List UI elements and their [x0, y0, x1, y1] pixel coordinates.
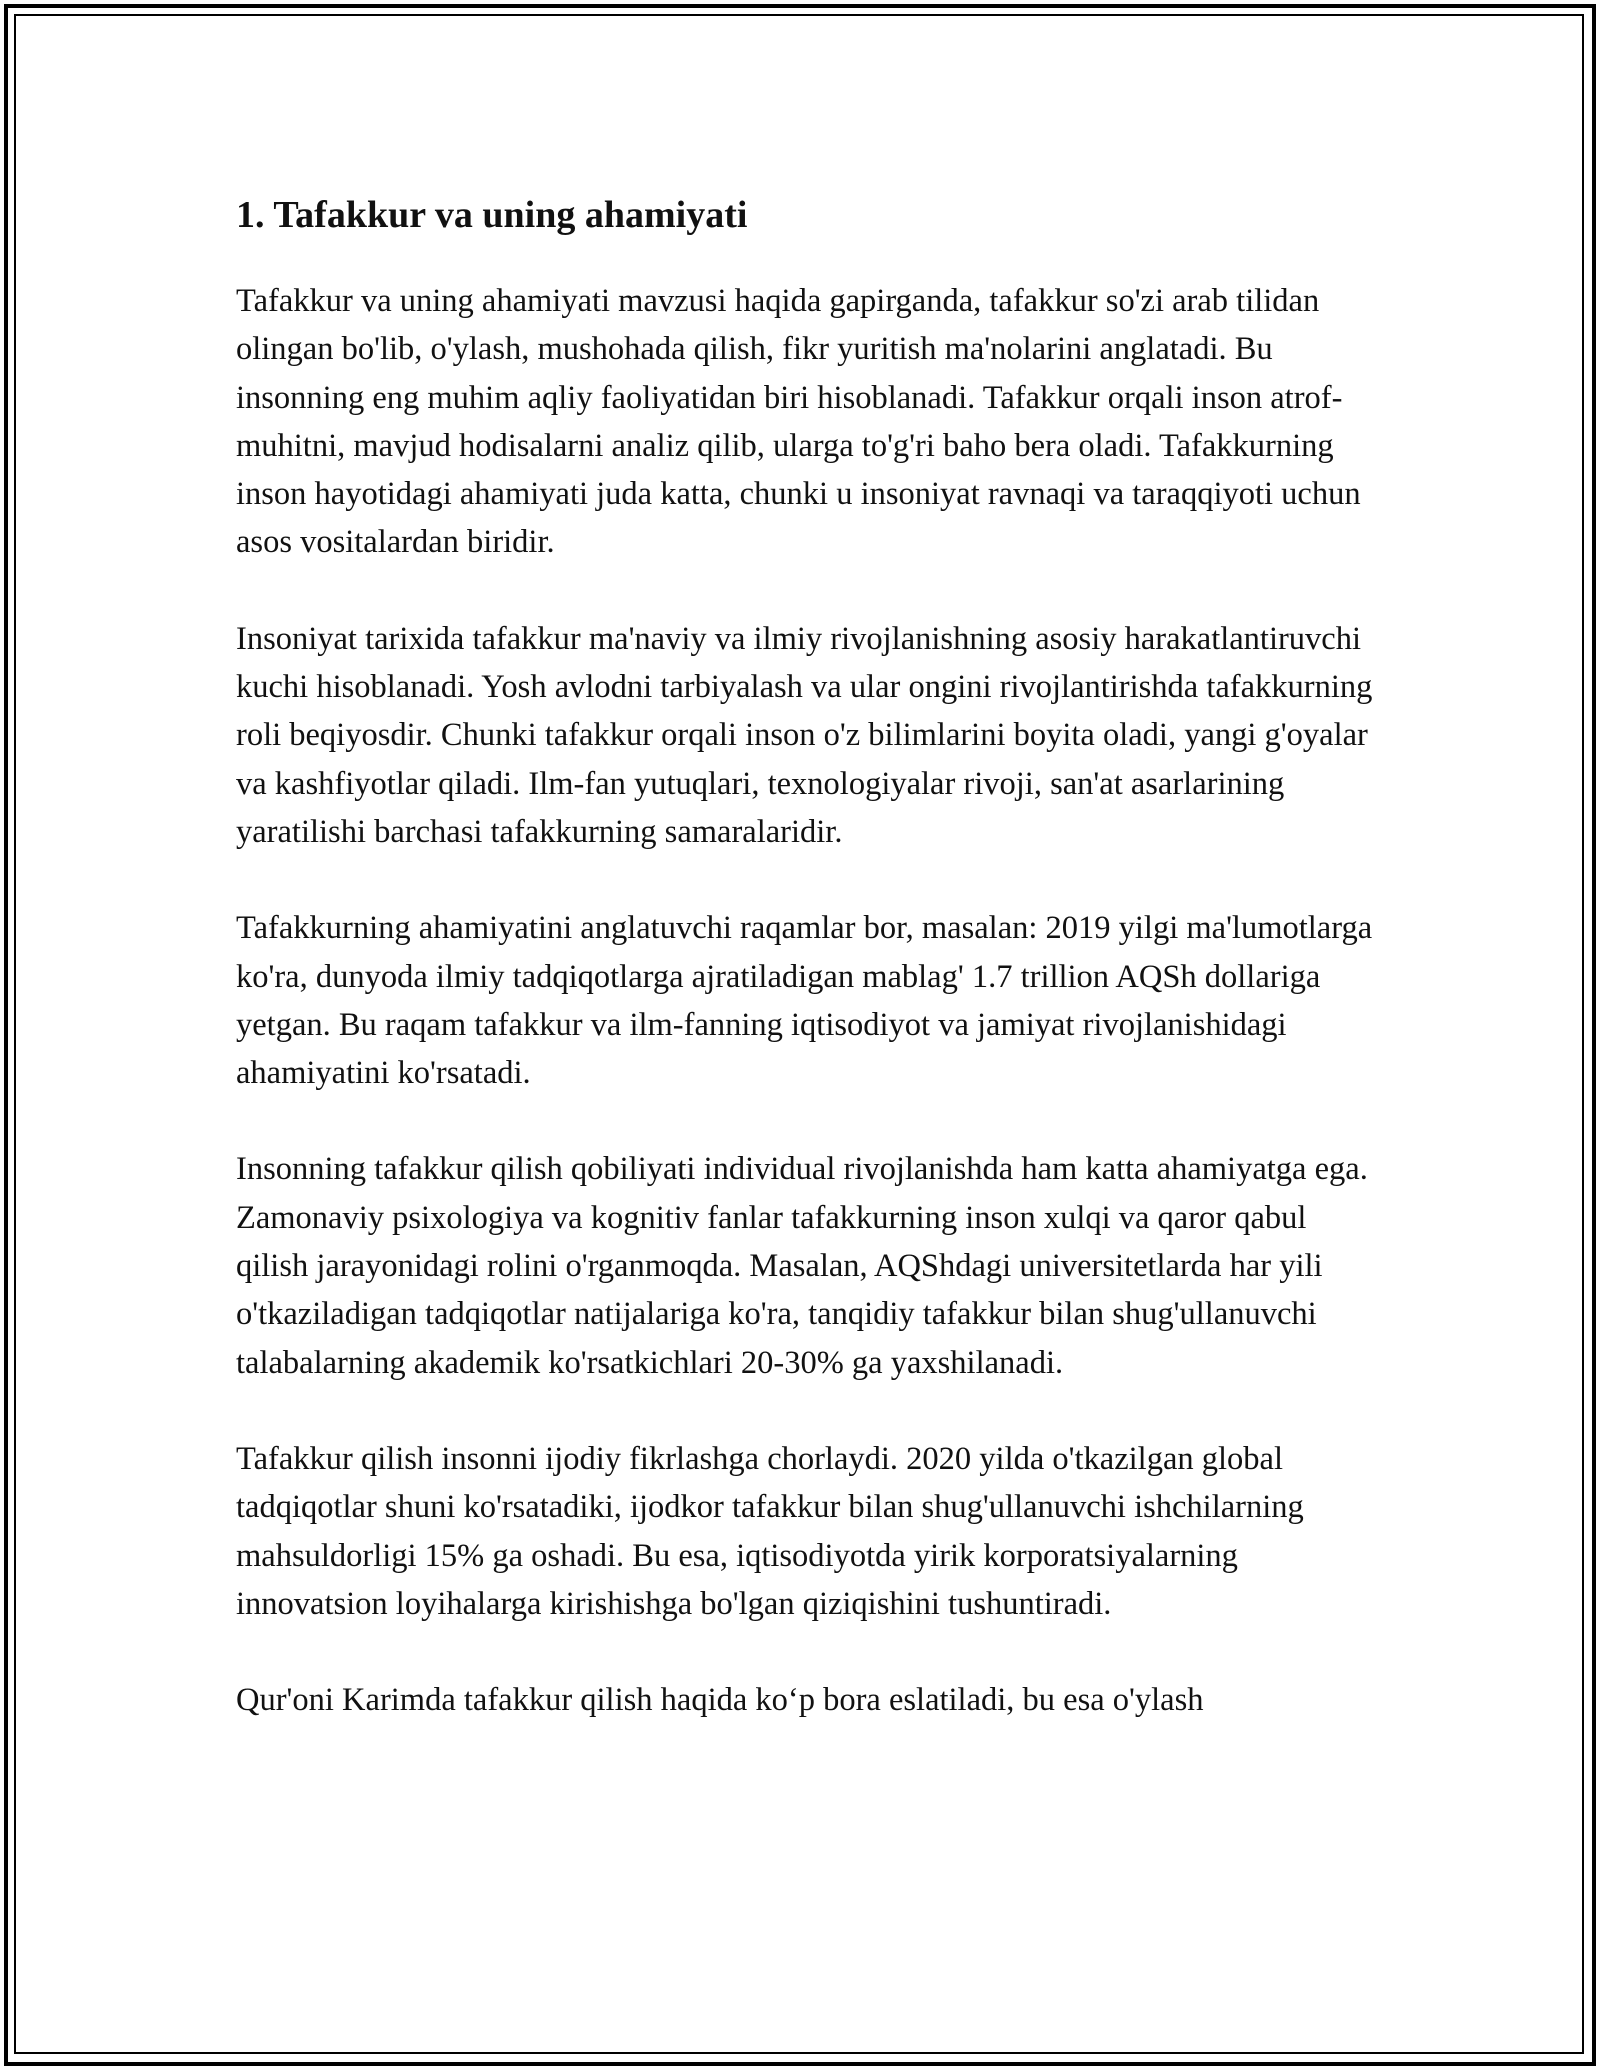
- document-body: [236, 185, 1376, 1772]
- paragraph-1: Tafakkur va uning ahamiyati mavzusi haqida gapirganda, tafakkur so'zi arab tilidan olingan bo'lib, o'ylash, mushohada qilish, fikr yuritish ma'nolarini anglatadi. Bu insonning eng muhim aqliy faoliyatidan biri hisoblanadi. Tafakkur orqali inson atrof-muhitni, mavjud hodisalarni analiz qilib, ularga to'g'ri baho bera oladi. Tafakkurning inson hayotidagi ahamiyati juda katta, chunki u insoniyat ravnaqi va taraqqiyoti uchun asos vositalardan biridir.: [236, 283, 1361, 561]
- paragraph-5: Tafakkur qilish insonni ijodiy fikrlashga chorlaydi. 2020 yilda o'tkazilgan global tadqiqotlar shuni ko'rsatadiki, ijodkor tafakkur bilan shug'ullanuvchi ishchilarning mahsuldorligi 15% ga oshadi. Bu esa, iqtisodiyotda yirik korporatsiyalarning innovatsion loyihalarga kirishishga bo'lgan qiziqishini tushuntiradi.: [236, 1440, 1304, 1622]
- paragraph-2: Insoniyat tarixida tafakkur ma'naviy va ilmiy rivojlanishning asosiy harakatlantiruvchi kuchi hisoblanadi. Yosh avlodni tarbiyalash va ular ongini rivojlantirishda tafakkurning roli beqiyosdir. Chunki tafakkur orqali inson o'z bilimlarini boyita oladi, yangi g'oyalar va kashfiyotlar qiladi. Ilm-fan yutuqlari, texnologiyalar rivoji, san'at asarlarining yaratilishi barchasi tafakkurning samaralaridir.: [236, 620, 1373, 850]
- section-heading: 1. Tafakkur va uning ahamiyati: [236, 194, 748, 236]
- paragraph-3: Tafakkurning ahamiyatini anglatuvchi raqamlar bor, masalan: 2019 yilgi ma'lumotlarga ko'ra, dunyoda ilmiy tadqiqotlarga ajratiladigan mablag' 1.7 trillion AQSh dollariga yetgan. Bu raqam tafakkur va ilm-fanning iqtisodiyot va jamiyat rivojlanishidagi ahamiyatini ko'rsatadi.: [236, 910, 1373, 1092]
- paragraph-4: Insonning tafakkur qilish qobiliyati individual rivojlanishda ham katta ahamiyatga ega. Zamonaviy psixologiya va kognitiv fanlar tafakkurning inson xulqi va qaror qabul qilish jarayonidagi rolini o'rganmoqda. Masalan, AQShdagi universitetlarda har yili o'tkaziladigan tadqiqotlar natijalariga ko'ra, tanqidiy tafakkur bilan shug'ullanuvchi talabalarning akademik ko'rsatkichlari 20-30% ga yaxshilanadi.: [236, 1151, 1368, 1381]
- paragraph-6: Qur'oni Karimda tafakkur qilish haqida ko‘p bora eslatiladi, bu esa o'ylash: [236, 1682, 1204, 1719]
